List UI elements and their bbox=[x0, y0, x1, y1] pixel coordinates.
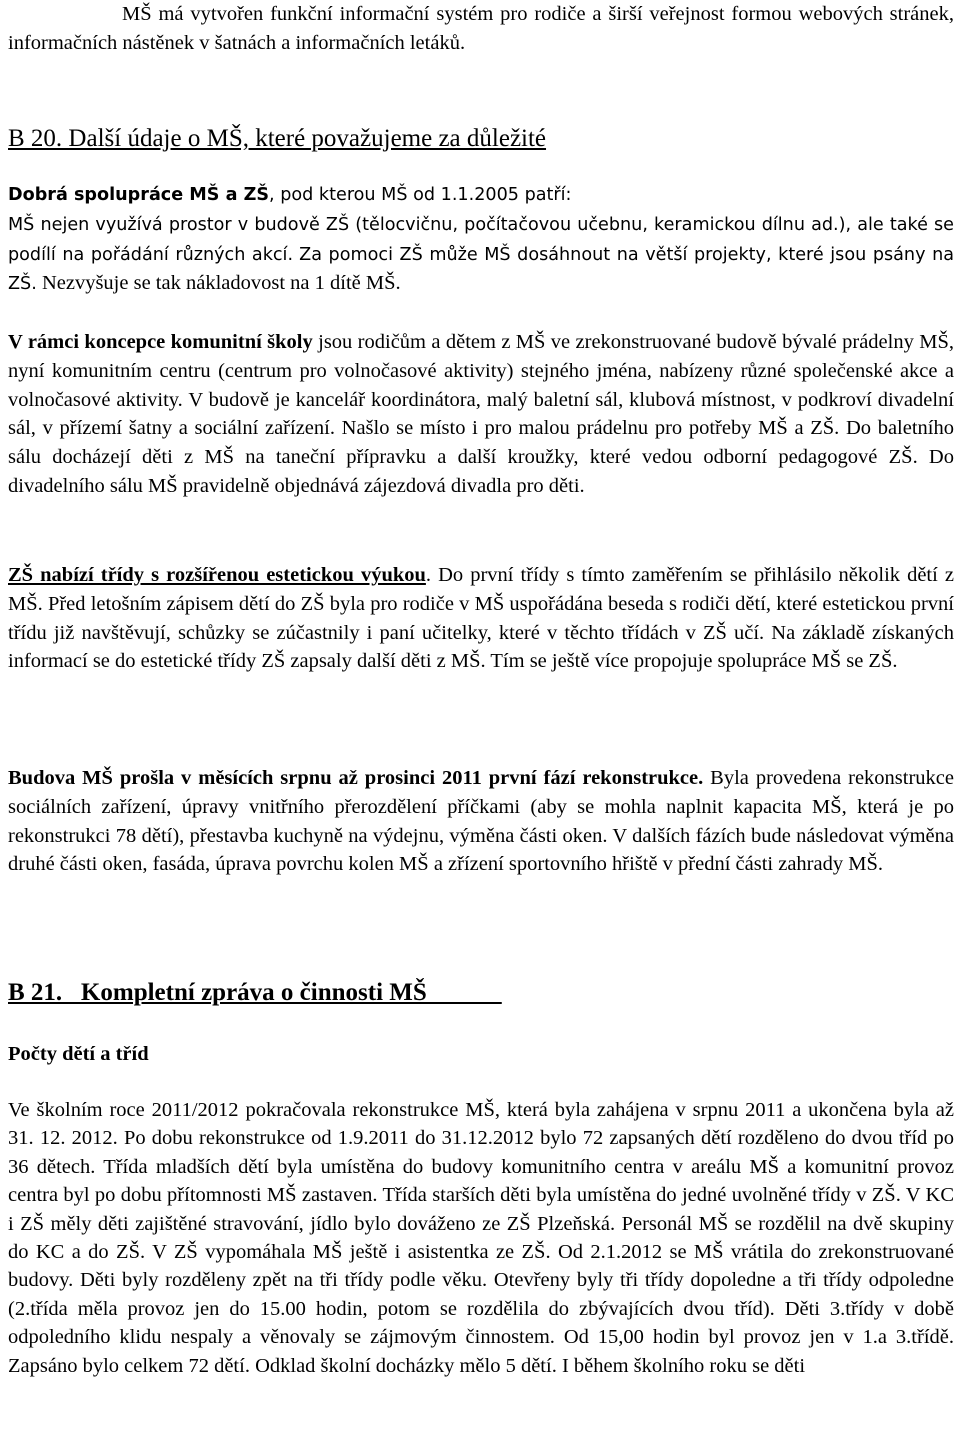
community-school-text: jsou rodičům a dětem z MŠ ve zrekonstruované budově bývalé prádelny MŠ, nyní komunitním centru (centrum pro volnočasové aktivity) stejného jména, nabízeny různé společenské akce a volnočasové aktivity. V budově je kancelář koordinátora, malý baletní sál, klubová místnost, v podkroví divadelní sál, v přízemí šatny a sociální zařízení. Našlo se místo i pro malou prádelnu pro potřeby MŠ a ZŠ. Do baletního sálu docházejí děti z MŠ na taneční přípravku a další kroužky, které vedou odborní pedagogové ZŠ. Do divadelního sálu MŠ pravidelně objednává zájezdová divadla pro děti. bbox=[8, 331, 954, 497]
cooperation-line-2: Za pomoci ZŠ může MŠ dosáhnout na větší projekty, které jsou psány na ZŠ. bbox=[8, 244, 954, 295]
cooperation-line-1: MŠ nejen využívá prostor v budově ZŠ (tělocvičnu, počítačovou učebnu, keramickou dílnu ad.), ale také se podílí na pořádání různých akcí. bbox=[8, 214, 954, 265]
cooperation-paragraph bbox=[8, 180, 954, 299]
children-classes-subheading: Počty dětí a tříd bbox=[8, 1043, 149, 1065]
aesthetic-classes-text: . Do první třídy s tímto zaměřením se přihlásilo několik dětí z MŠ. Před letošním zápisem dětí do ZŠ byla pro rodiče v MŠ uspořádána beseda s rodiči dětí, které estetickou první třídu již navštěvují, schůzky se zúčastnily i paní učitelky, které v těchto třídách v ZŠ učí. Na základě získaných informací se do estetické třídy ZŠ zapsaly další děti z MŠ. Tím se ještě více propojuje spolupráce MŠ se ZŠ. bbox=[8, 564, 954, 673]
reconstruction-text: Byla provedena rekonstrukce sociálních zařízení, úpravy vnitřního přerozdělení příčkami (aby se mohla naplnit kapacita MŠ, která je po rekonstrukci 78 dětí), přestavba kuchyně na výdejnu, výměna části oken. V dalších fázích bude následovat výměna druhé části oken, fasáda, úprava povrchu kolen MŠ a zřízení sportovního hřiště v přední části zahrady MŠ. bbox=[8, 767, 954, 876]
section-b20-heading: B 20. Další údaje o MŠ, které považujeme za důležité bbox=[8, 125, 547, 152]
section-b21-heading: B 21. Kompletní zpráva o činnosti MŠ bbox=[8, 979, 502, 1006]
community-school-paragraph bbox=[8, 328, 954, 501]
cooperation-heading-rest: , pod kterou MŠ od 1.1.2005 patří: bbox=[269, 185, 572, 205]
reconstruction-bold: Budova MŠ prošla v měsících srpnu až prosinci 2011 první fází rekonstrukce. bbox=[8, 767, 704, 789]
intro-paragraph: MŠ má vytvořen funkční informační systém pro rodiče a širší veřejnost formou webových stránek, informačních nástěnek v šatnách a informačních letáků. bbox=[8, 3, 954, 54]
b21-body-paragraph: Ve školním roce 2011/2012 pokračovala rekonstrukce MŠ, která byla zahájena v srpnu 2011 a ukončena byla až 31. 12. 2012. Po dobu rekonstrukce od 1.9.2011 do 31.12.2012 bylo 72 zapsaných dětí rozděleno do dvou tříd po 36 dětech. Třída mladších dětí byla umístěna do budovy komunitního centra v areálu MŠ a komunitní provoz centra byl po dobu přítomnosti MŠ zastaven. Třída starších děti byla umístěna do jedné uvolněné třídy v ZŠ. V KC i ZŠ měly děti zajištěné stravování, jídlo bylo dováženo ze ZŠ Plzeňská. Personál MŠ se rozdělil na dvě skupiny do KC a do ZŠ. V ZŠ vypomáhala MŠ ještě i asistentka ze ZŠ. Od 2.1.2012 se MŠ vrátila do zrekonstruované budovy. Děti byly rozděleny zpět na tři třídy podle věku. Otevřeny byly tři třídy dopoledne a tři třídy odpoledne (2.třída měla provoz jen do 15.00 hodin, potom se rozdělila do zbývajících dvou tříd). Děti 3.třídy v době odpoledního klidu nespaly a věnovaly se zájmovým činnostem. Od 15,00 hodin byl provoz jen v 1.a 3.třídě. Zapsáno bylo celkem 72 dětí. Odklad školní docházky mělo 5 dětí. I během školního roku se děti bbox=[8, 1099, 954, 1377]
cooperation-heading-bold: Dobrá spolupráce MŠ a ZŠ bbox=[8, 185, 270, 205]
aesthetic-classes-bold: ZŠ nabízí třídy s rozšířenou estetickou výukou bbox=[8, 564, 426, 586]
cooperation-line-3: Nezvyšuje se tak nákladovost na 1 dítě MŠ. bbox=[41, 272, 401, 295]
community-school-bold: V rámci koncepce komunitní školy bbox=[8, 331, 313, 353]
reconstruction-paragraph bbox=[8, 764, 954, 879]
aesthetic-classes-paragraph bbox=[8, 561, 954, 676]
